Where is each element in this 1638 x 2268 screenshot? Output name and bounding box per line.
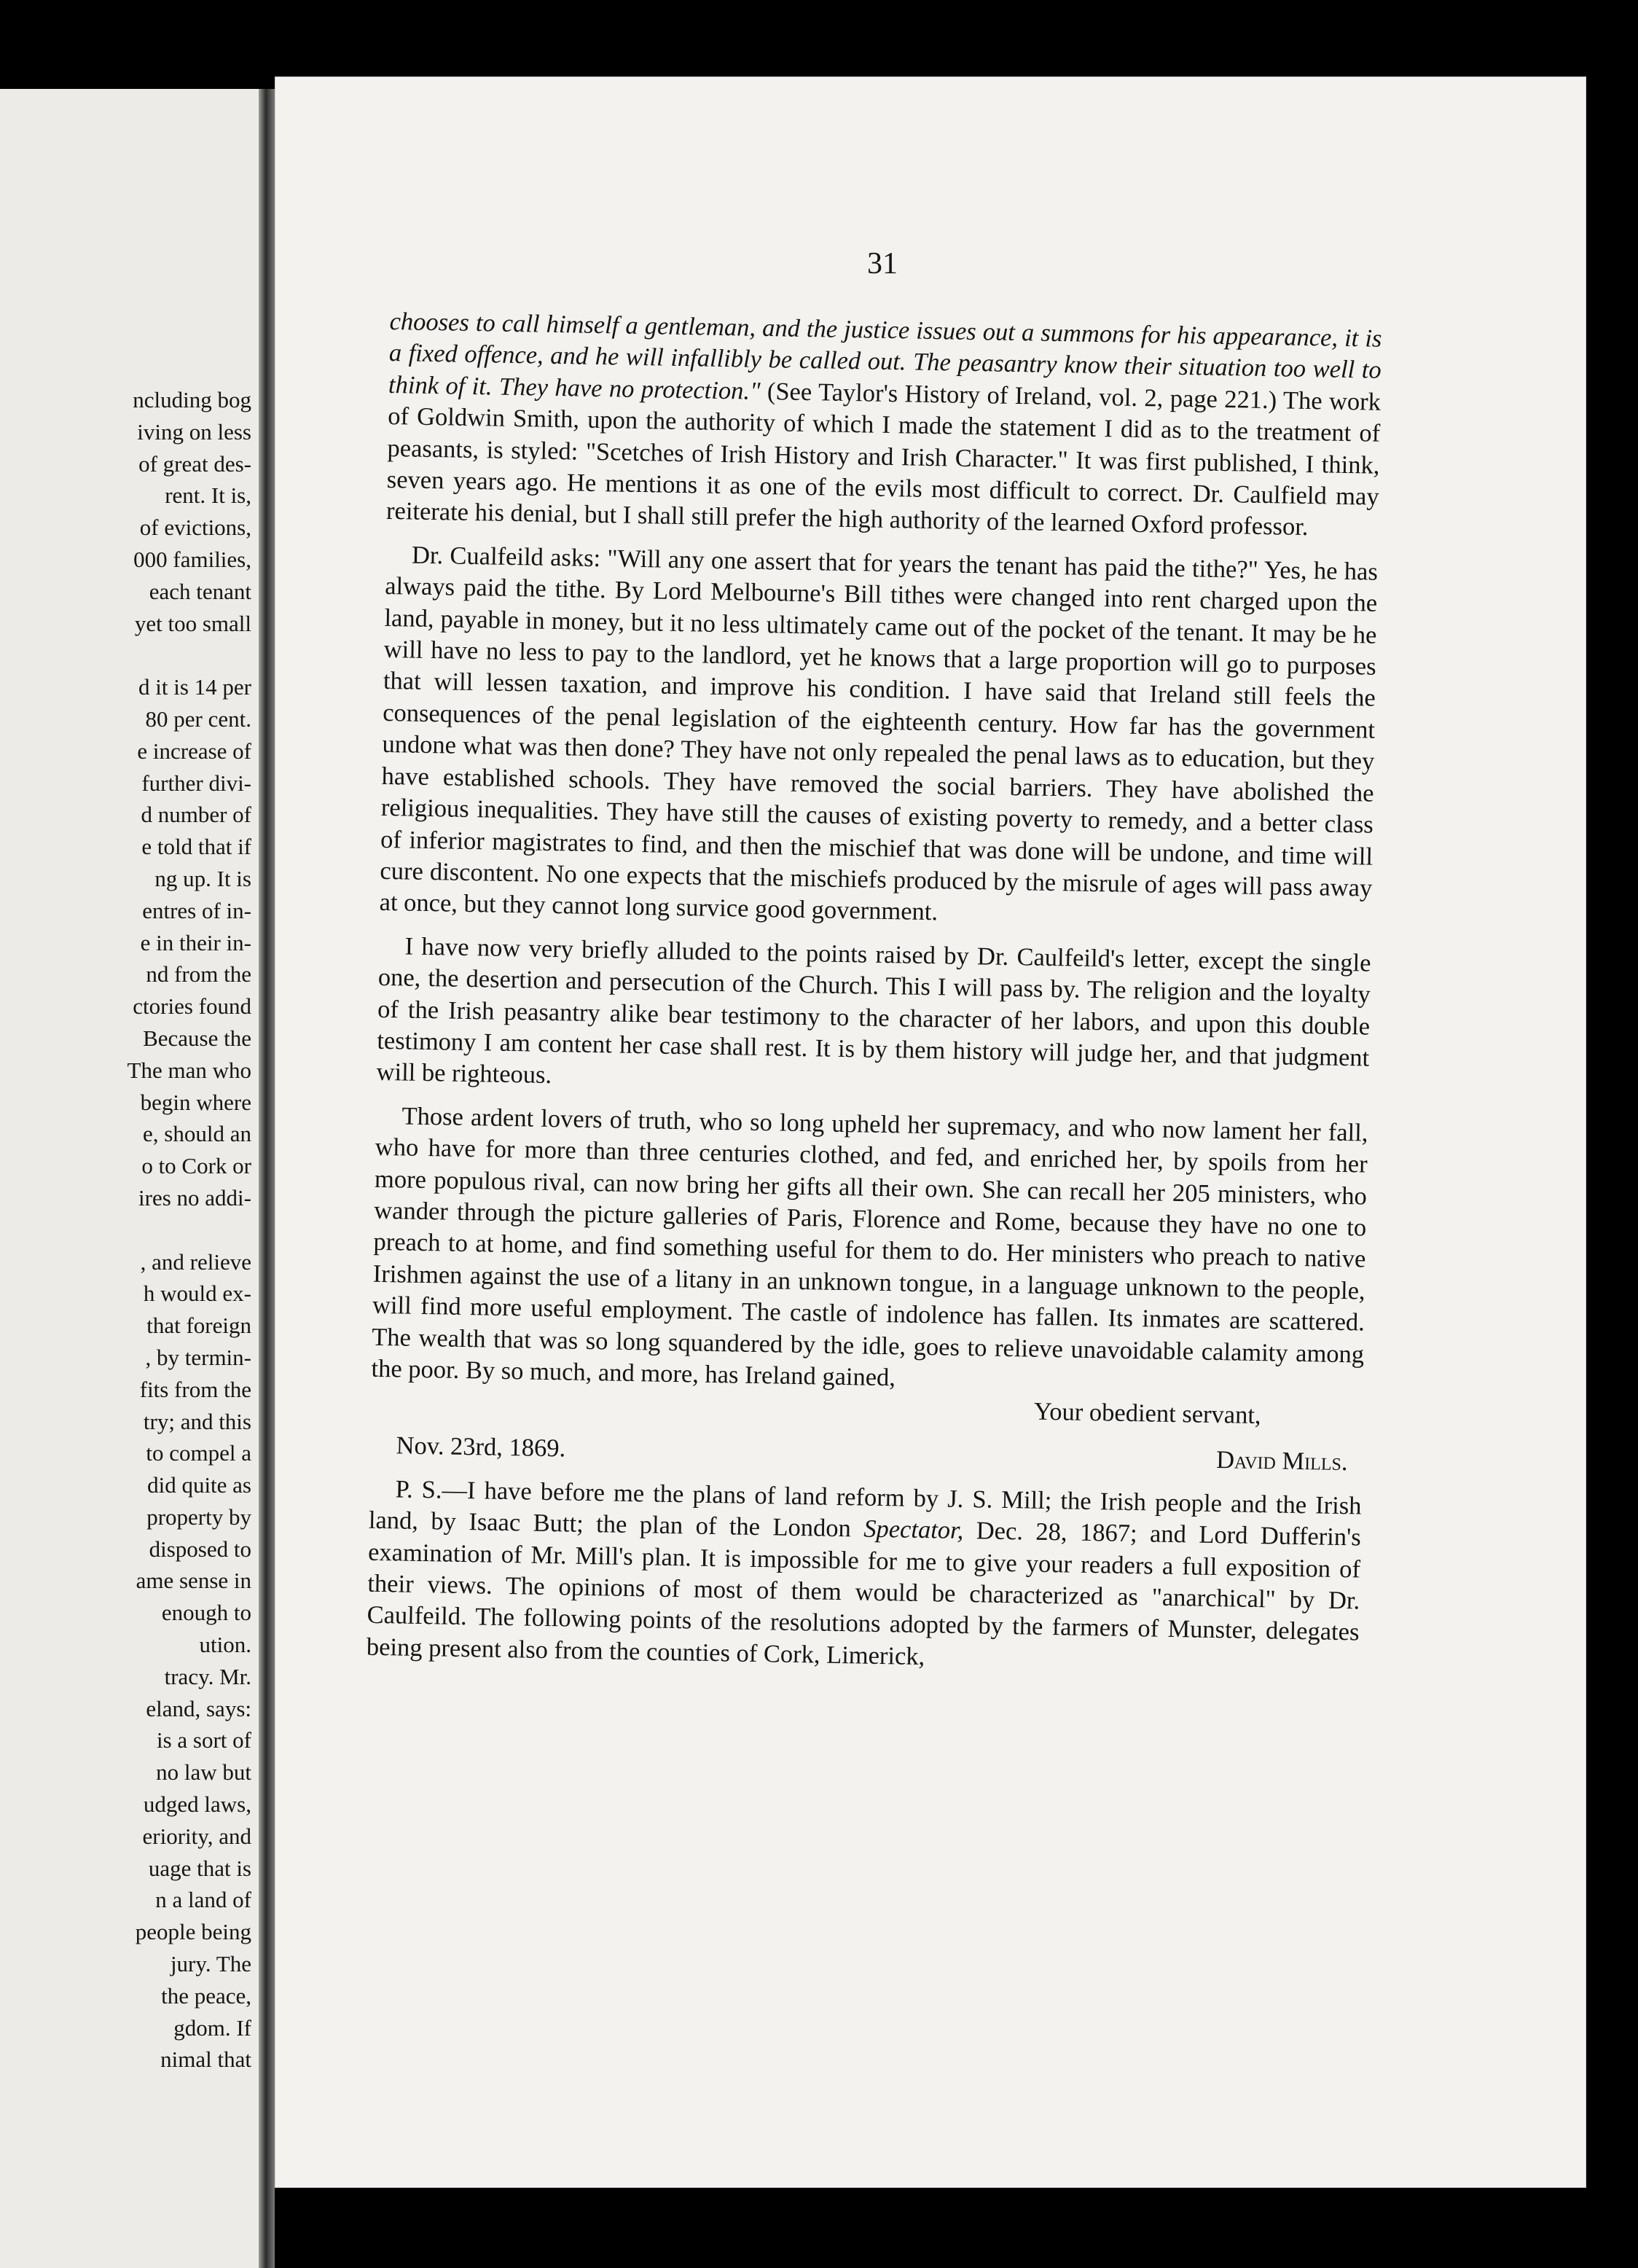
left-margin-line: fits from the	[139, 1376, 251, 1402]
postscript-text-2: Dec. 28, 1867; and Lord Dufferin's examination of Mr. Mill's plan. It is impossible for me to give your readers a full exposition of their views. The opinions of most of them would be characterized as "anarchical" by Dr. Caulfeild. The following points of the resolutions adopted by the farmers of Munster, delegates being present also from the counties of Cork, Limerick,	[366, 1517, 1362, 1670]
left-margin-line: enough to	[161, 1600, 251, 1626]
left-margin-line	[0, 1214, 251, 1246]
left-margin-line: e, should an	[143, 1121, 251, 1147]
left-margin-line: 80 per cent.	[145, 705, 251, 732]
left-margin-line: rent. It is,	[165, 482, 251, 509]
left-margin-line: o to Cork or	[141, 1153, 251, 1179]
book-gutter	[259, 89, 275, 2268]
left-margin-line: begin where	[140, 1089, 251, 1115]
signature: David Mills.	[1215, 1445, 1348, 1476]
left-margin-line: eriority, and	[142, 1823, 251, 1849]
body-text	[366, 306, 1382, 1681]
left-margin-line: , and relieve	[140, 1248, 251, 1275]
left-margin-line: further divi-	[141, 770, 251, 796]
left-margin-line: yet too small	[134, 610, 251, 636]
page-number: 31	[867, 247, 898, 281]
postscript-italic: Spectator,	[863, 1514, 964, 1545]
left-margin-line: ncluding bog	[133, 387, 251, 412]
paragraph-1	[386, 306, 1382, 545]
left-margin-line: nd from the	[146, 961, 251, 988]
left-margin-line: tracy. Mr.	[164, 1663, 251, 1689]
left-margin-line: e told that if	[141, 834, 251, 860]
left-margin-line: uage that is	[148, 1855, 251, 1881]
left-margin-line: of great des-	[138, 450, 251, 477]
left-margin-line: eland, says:	[146, 1695, 251, 1721]
left-margin-line: the peace,	[161, 1982, 251, 2009]
paragraph-4: Those ardent lovers of truth, who so long upheld her supremacy, and who now lament her fall, who have for more than three centuries clothed, and fed, and enriched her, by spoils from her more populous rival, can now bring her gifts all their own. She can recall her 205 ministers, who wander through the picture galleries of Paris, Florence and Rome, because they have no one to preach to at home, and find something useful for them to do. Her ministers who preach to native Irishmen against the use of a litany in an unknown tongue, in a language unknown to the people, will find more useful employment. The castle of indolence has fallen. Its inmates are scattered. The wealth that was so long squandered by the idle, goes to relieve unavoidable calamity among the poor. By so much, and more, has Ireland gained,	[371, 1102, 1368, 1392]
left-margin-line	[0, 639, 251, 671]
left-margin-line: n a land of	[155, 1887, 251, 1913]
left-margin-line: entres of in-	[142, 897, 251, 923]
left-margin-line: is a sort of	[156, 1727, 251, 1753]
left-margin-line: h would ex-	[143, 1280, 251, 1307]
left-margin-line: 000 families,	[133, 546, 251, 572]
paragraph-2: Dr. Cualfeild asks: "Will any one assert that for years the tenant has paid the tithe?" Yes, he has always paid the tithe. By Lord Melbourne's Bill tithes were changed into rent charged upon the land, payable in money, but it no less ultimately came out of the pocket of the tenant. It may be he will have no less to pay to the landlord, yet he knows that a large proportion will go to purposes that will lessen taxation, and improve his condition. I have said that Ireland still feels the consequences of the penal legislation of the eighteenth century. How far has the government undone what was then done? They have not only repealed the penal laws as to education, but they have established schools. They have removed the social barriers. They have abolished the religious inequalities. They have still the causes of existing poverty to remedy, and a better class of inferior magistrates to find, and then the mischief that was done will be undone, and time will cure discontent. No one expects that the mischiefs produced by the misrule of ages will pass away at once, but they cannot long survice good government.	[379, 541, 1379, 926]
paragraph-3: I have now very briefly alluded to the points raised by Dr. Caulfeild's letter, except the single one, the desertion and persecution of the Church. This I will pass by. The religion and the loyalty of the Irish peasantry alike bear testimony to the character of her labors, and upon this double testimony I am content her case shall rest. It is by them history will judge her, and that judgment will be righteous.	[376, 932, 1371, 1090]
left-margin-line: property by	[146, 1503, 251, 1530]
left-margin-line: people being	[135, 1919, 251, 1945]
left-margin-line: of evictions,	[139, 515, 251, 541]
left-margin-line: , by termin-	[145, 1344, 251, 1370]
left-margin-line: e in their in-	[140, 929, 251, 955]
left-margin-line: iving on less	[137, 418, 251, 445]
letter-date: Nov. 23rd, 1869.	[396, 1431, 566, 1463]
left-margin-line: try; and this	[143, 1408, 251, 1434]
left-margin-line: d number of	[141, 802, 251, 828]
left-margin-line: jury. The	[170, 1951, 251, 1977]
left-margin-text	[0, 384, 251, 2076]
left-margin-line: d it is 14 per	[138, 674, 251, 700]
left-page	[0, 89, 270, 2268]
left-margin-line: Because the	[143, 1025, 251, 1051]
left-margin-line: ame sense in	[136, 1568, 251, 1594]
left-margin-line: disposed to	[149, 1536, 251, 1562]
left-margin-line: ng up. It is	[154, 865, 251, 891]
left-margin-line: ctories found	[133, 993, 251, 1020]
left-margin-line: that foreign	[146, 1313, 251, 1339]
paragraph-1-text: (See Taylor's History of Ireland, vol. 2, page 221.) The work of Goldwin Smith, upon the authority of which I made the statement I did as to the treatment of peasants, is styled: "Scetches of Irish History and Irish Character." It was first published, I think, seven years ago. He mentions it as one of the evils most difficult to correct. Dr. Caulfield may reiterate his denial, but I shall still prefer the high authority of the learned Oxford professor.	[385, 377, 1382, 541]
left-margin-line: ires no addi-	[138, 1184, 251, 1211]
left-margin-line: each tenant	[149, 578, 251, 604]
left-margin-line: udged laws,	[143, 1791, 251, 1818]
left-margin-line: no law but	[156, 1759, 251, 1786]
left-margin-line: nimal that	[160, 2046, 251, 2073]
left-margin-line: ution.	[199, 1632, 251, 1658]
italic-lead: chooses to call himself a gentleman, and the justice issues out a summons for his appearance, it is a fixed offence, and he will infallibly be called out. The peasantry know their situation too well to think of it. They have no protection."	[388, 307, 1382, 405]
left-margin-line: e increase of	[137, 738, 251, 764]
left-margin-line: to compel a	[146, 1440, 251, 1466]
postscript	[366, 1474, 1361, 1681]
left-margin-line: did quite as	[147, 1472, 251, 1498]
left-margin-line: gdom. If	[173, 2014, 251, 2041]
left-margin-line: The man who	[127, 1057, 251, 1083]
postscript-text-1: P. S.—I have before me the plans of land reform by J. S. Mill; the Irish people and the Irish land, by Isaac Butt; the plan of the London	[368, 1475, 1362, 1543]
date-signature-line	[369, 1430, 1363, 1479]
closing: Your obedient servant,	[1033, 1398, 1261, 1430]
